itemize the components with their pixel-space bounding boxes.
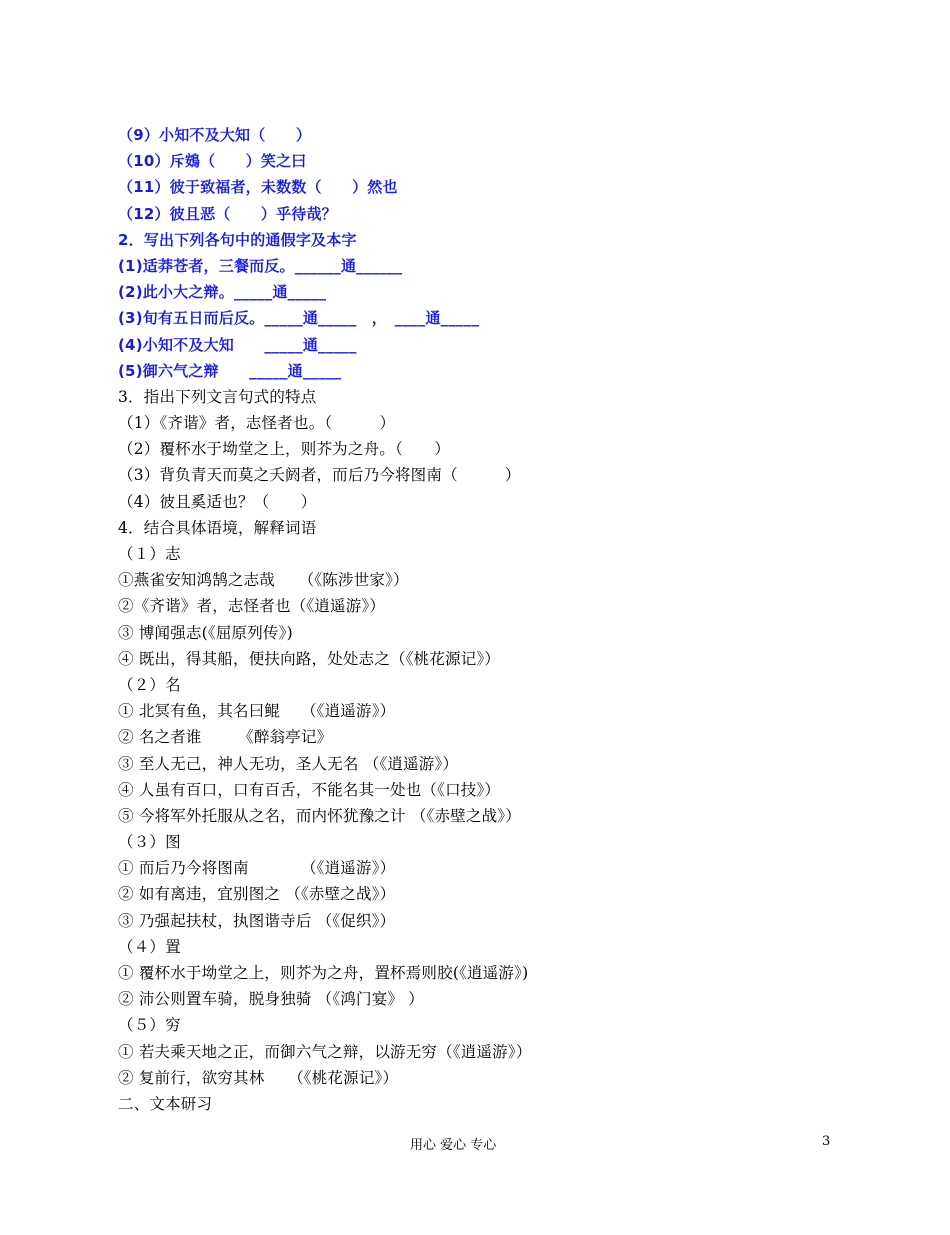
- text-line: ② 名之者谁 《醉翁亭记》: [118, 728, 333, 747]
- text-line: ⑤ 今将军外托服从之名，而内怀犹豫之计 （《赤壁之战》）: [118, 806, 521, 825]
- text-line: （10）斥鴳（ ）笑之曰: [118, 152, 307, 171]
- text-line: 二、文本研习: [118, 1094, 213, 1113]
- text-line: ②《齐谐》者，志怪者也（《逍遥游》）: [118, 597, 386, 616]
- text-line: ①燕雀安知鸿鹄之志哉 （《陈涉世家》）: [118, 571, 409, 590]
- text-line: ③ 至人无己，神人无功，圣人无名 （《逍遥游》）: [118, 754, 459, 773]
- text-line: 3．指出下列文言句式的特点: [118, 387, 317, 406]
- text-line: （11）彼于致福者，未数数（ ）然也: [118, 178, 398, 197]
- text-line: （５）穷: [118, 1016, 181, 1035]
- text-line: ① 而后乃今将图南 （《逍遥游》）: [118, 859, 396, 878]
- text-line: （3）背负青天而莫之夭阏者，而后乃今将图南（ ）: [118, 466, 521, 485]
- text-line: ① 北冥有鱼，其名曰鲲 （《逍遥游》）: [118, 702, 396, 721]
- text-lines: [118, 122, 838, 1117]
- text-line: （1）《齐谐》者，志怪者也。（ ）: [118, 414, 396, 433]
- text-line: ③ 博闻强志(《屈原列传》): [118, 623, 293, 642]
- text-line: 2．写出下列各句中的通假字及本字: [118, 230, 357, 249]
- text-line: （12）彼且恶（ ）乎待哉？: [118, 204, 337, 223]
- text-line: （2）覆杯水于坳堂之上，则芥为之舟。（ ）: [118, 440, 451, 459]
- text-line: (1)适莽苍者，三餐而反。______通______: [118, 256, 403, 275]
- text-line: ① 覆杯水于坳堂之上，则芥为之舟，置杯焉则胶(《逍遥游》): [118, 964, 529, 982]
- text-line: ④ 人虽有百口，口有百舌，不能名其一处也（《口技》）: [118, 780, 501, 799]
- text-line: （4）彼且奚适也？（ ）: [118, 492, 317, 511]
- text-line: （３）图: [118, 833, 181, 852]
- document-body: [118, 122, 838, 1117]
- text-line: ② 沛公则置车骑，脱身独骑 （《鸿门宴》 ）: [118, 990, 424, 1009]
- page-number: 3: [822, 1134, 831, 1149]
- text-line: (5)御六气之辩 _____通_____: [118, 361, 342, 380]
- text-line: (4)小知不及大知 _____通_____: [118, 335, 357, 354]
- footer-motto: 用心 爱心 专心: [410, 1138, 497, 1153]
- text-line: （２）名: [118, 675, 181, 694]
- text-line: ① 若夫乘天地之正，而御六气之辩，以游无穷（《逍遥游》）: [118, 1042, 532, 1061]
- text-line: （9）小知不及大知（ ）: [118, 126, 312, 144]
- text-line: ③ 乃强起扶杖，执图谐寺后 （《促织》）: [118, 911, 396, 930]
- text-line: ④ 既出，得其船，便扶向路，处处志之（《桃花源记》）: [118, 649, 501, 668]
- text-line: (3)旬有五日而后反。_____通_____ ， ____通_____: [118, 309, 480, 328]
- text-line: （１）志: [118, 545, 181, 563]
- page-footer: [0, 1134, 950, 1156]
- text-line: （４）置: [118, 937, 181, 956]
- text-line: ② 复前行，欲穷其林 （《桃花源记》）: [118, 1068, 399, 1087]
- text-line: 4．结合具体语境，解释词语: [118, 518, 317, 537]
- text-line: (2)此小大之辩。_____通_____: [118, 283, 327, 302]
- text-line: ② 如有离违，宜别图之 （《赤壁之战》）: [118, 885, 396, 904]
